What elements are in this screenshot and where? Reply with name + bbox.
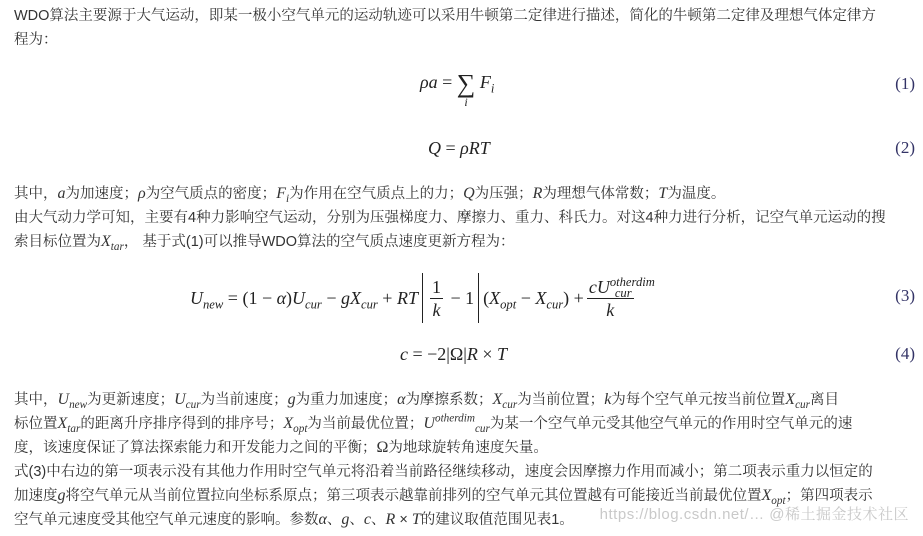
equation-4-body: c = −2|Ω|R × T [400, 344, 508, 364]
equation-3-number: (3) [895, 286, 915, 305]
equation-2 [0, 138, 923, 164]
intro-paragraph [14, 4, 913, 52]
equation-4 [0, 344, 923, 370]
equation-1 [0, 66, 923, 116]
variables-paragraph-1: 其中，a为加速度；ρ为空气质点的密度；$F_i$为作用在空气质点上的力；Q为压强；R为理想气体常数；T为温度。 [14, 185, 726, 206]
equation-2-body: Q = ρRT [428, 138, 490, 158]
equation-1-body: ρa = ∑ i $F_i$ [420, 69, 495, 109]
equation-4-number: (4) [895, 344, 915, 363]
intro-line-2: 程为： [14, 32, 58, 48]
intro-line-1: WDO算法主要源于大气运动，即某一极小空气单元的运动轨迹可以采用牛顿第二定律进行描述，简化的牛顿第二定律及理想气体定律方 [14, 8, 876, 24]
equation-3 [0, 270, 923, 330]
variables-paragraph-2: 其中，$U_{new}$为更新速度；$U_{cur}$为当前速度；g为重力加速度；α为摩擦系数；$X_{cur}$为当前位置；k为每个空气单元按当前位置$X_{cur}$离目 标位置$X_{tar}$的距离升序排序得到的排序号；$X_{opt}$为当前最优位置；$U^{otherdim}_{cur}$为某一个空气单元受其他空气单元的作用时空气单元的速 度，该速度保证了算法探索能力和开发能力之间的平衡；Ω为地球旋转角速度矢量。 [14, 391, 853, 456]
forces-paragraph: 由大气动力学可知，主要有4种力影响空气运动，分别为压强梯度力、摩擦力、重力、科氏力。对这4种力进行分析，记空气单元运动的搜 索目标位置为$X_{tar}$， 基于式(1)可以推导WDO算法的空气质点速度更新方程为： [14, 210, 886, 254]
terms-paragraph: 式(3)中右边的第一项表示没有其他力作用时空气单元将沿着当前路径继续移动，速度会因摩擦力作用而减小；第二项表示重力以恒定的 加速度g将空气单元从当前位置拉向坐标系原点；第三项表示越靠前排列的空气单元其位置越有可能接近当前最优位置$X_{opt}$；第四项表示 空气单元速度受其他空气单元速度的影响。参数α、g、c、R × T的建议取值范围见表1。 [14, 464, 873, 528]
watermark: https://blog.csdn.net/… @稀土掘金技术社区 [599, 506, 909, 523]
equation-1-number: (1) [895, 74, 915, 93]
equation-3-body: $U_{new} = (1 - \alpha)U_{cur} - gX_{cur}$ + RT $\frac{1}{k}$ − 1 $(X_{opt} - X_{cur})$ + $\frac{cU^{otherdim}_{cur}}{k}$ [190, 270, 637, 326]
equation-2-number: (2) [895, 138, 915, 157]
